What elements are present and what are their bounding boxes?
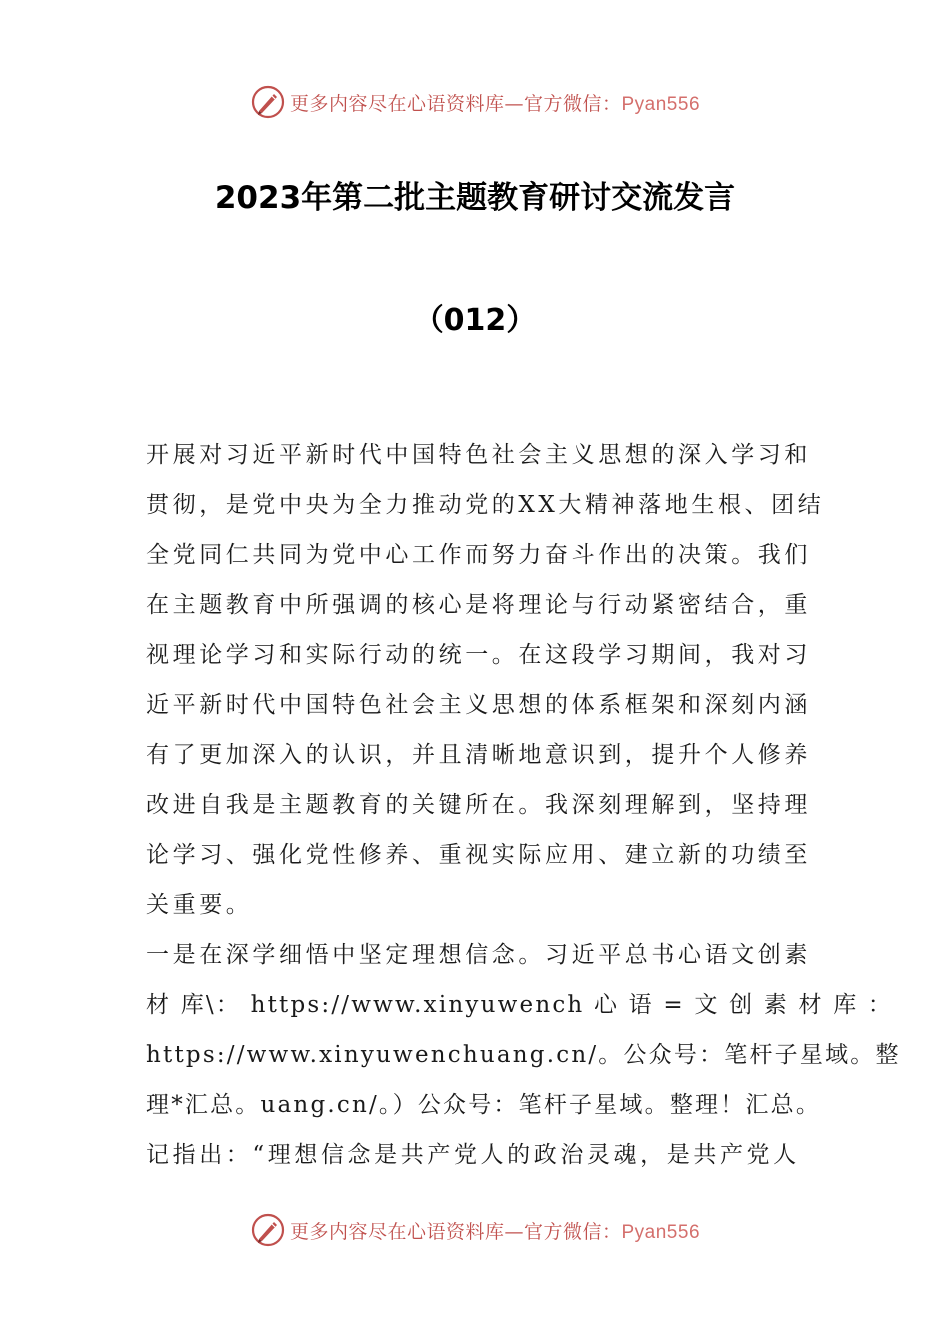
watermark-text: 更多内容尽在心语资料库—官方微信：Pyan556 — [289, 1220, 701, 1243]
text-line: 论学习、强化党性修养、重视实际应用、建立新的功绩至 — [146, 842, 811, 868]
page-title: 2023年第二批主题教育研讨交流发言 — [214, 180, 736, 216]
text-line: 视理论学习和实际行动的统一。在这段学习期间，我对习 — [146, 642, 811, 668]
text-line: 全党同仁共同为党中心工作而努力奋斗作出的决策。我们 — [146, 542, 811, 568]
text-line: 记指出：“理想信念是共产党人的政治灵魂，是共产党人 — [146, 1142, 800, 1168]
text-line: https://www.xinyuwenchuang.cn/。公众号：笔杆子星域。整 — [146, 1042, 901, 1068]
text-line: 开展对习近平新时代中国特色社会主义思想的深入学习和 — [146, 442, 811, 468]
text-line: 材 库\： https://www.xinyuwench 心 语 = 文 创 素 材 库 ： — [146, 992, 894, 1018]
text-line: 理*汇总。uang.cn/。）公众号：笔杆子星域。整理！汇总。 — [146, 1092, 822, 1118]
text-line: 改进自我是主题教育的关键所在。我深刻理解到，坚持理 — [146, 792, 811, 818]
text-line: 近平新时代中国特色社会主义思想的体系框架和深刻内涵 — [146, 692, 811, 718]
text-line: 一是在深学细悟中坚定理想信念。习近平总书心语文创素 — [146, 942, 811, 968]
pen-logo-icon — [250, 1212, 286, 1248]
page-subtitle: （012） — [413, 303, 537, 338]
text-line: 有了更加深入的认识，并且清晰地意识到，提升个人修养 — [146, 742, 811, 768]
text-line: 贯彻，是党中央为全力推动党的XX大精神落地生根、团结 — [146, 492, 825, 518]
text-line: 关重要。 — [146, 892, 253, 918]
text-line: 在主题教育中所强调的核心是将理论与行动紧密结合，重 — [146, 592, 811, 618]
watermark-text: 更多内容尽在心语资料库—官方微信：Pyan556 — [289, 92, 701, 115]
body-paragraphs — [146, 430, 901, 1180]
wechat-handle: Pyan556 — [621, 1221, 701, 1243]
footer-watermark — [0, 1210, 950, 1250]
pen-logo-icon — [250, 84, 286, 120]
wechat-handle: Pyan556 — [621, 93, 701, 115]
header-watermark — [0, 82, 950, 122]
